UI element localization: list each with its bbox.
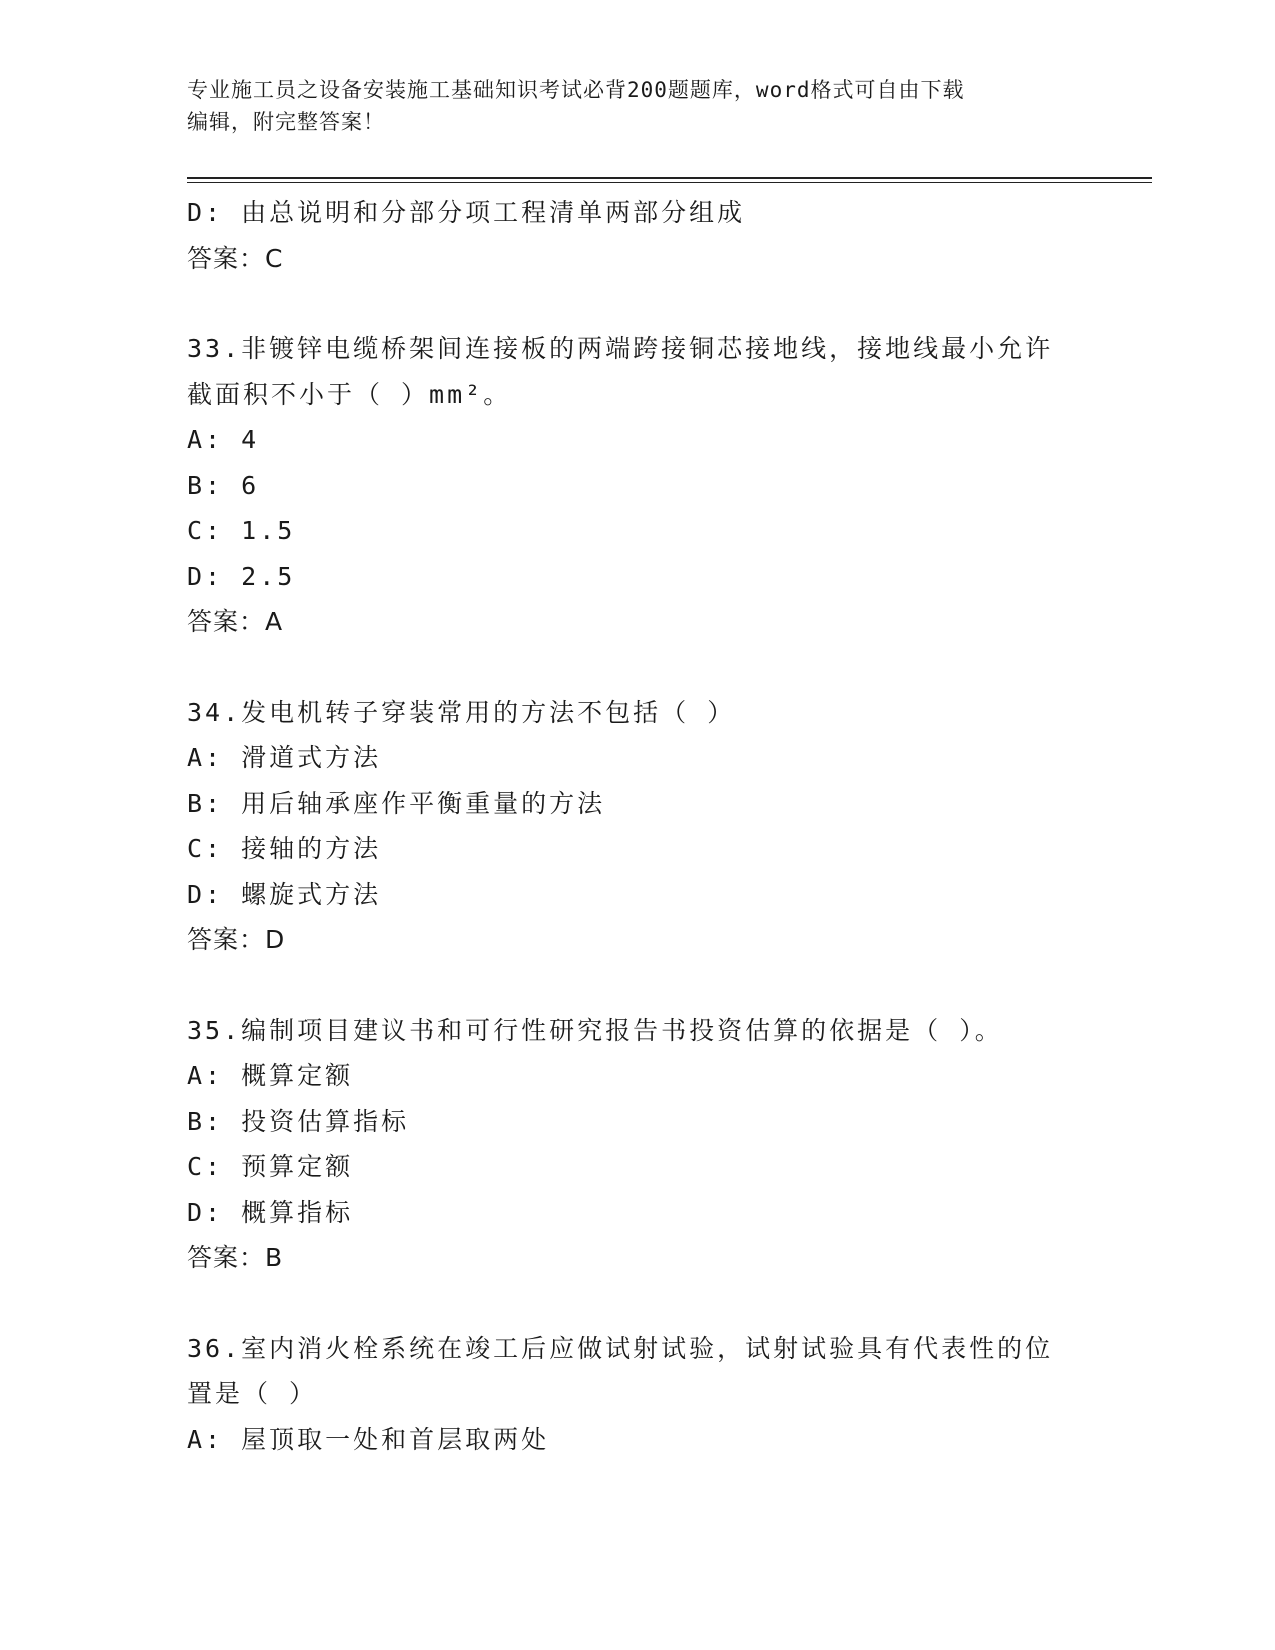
option-d: D: 由总说明和分部分项工程清单两部分组成 (187, 198, 746, 227)
document-body (187, 190, 1087, 1462)
answer: 答案：B (187, 1243, 284, 1272)
question-36 (187, 1326, 1087, 1463)
option-c: C: 接轴的方法 (187, 834, 382, 863)
answer: 答案：D (187, 925, 286, 954)
spacer (187, 1281, 1087, 1326)
answer: 答案：A (187, 607, 284, 636)
option-a: A: 4 (187, 425, 260, 454)
question-35 (187, 1008, 1087, 1281)
question-stem: 33.非镀锌电缆桥架间连接板的两端跨接铜芯接地线，接地线最小允许 (187, 334, 1054, 363)
question-32-tail (187, 190, 1087, 281)
question-stem: 34.发电机转子穿装常用的方法不包括（ ） (187, 697, 736, 727)
header-divider-thick (187, 177, 1152, 179)
document-header (187, 74, 1087, 138)
option-b: B: 6 (187, 470, 260, 500)
question-stem-continued: 置是（ ） (187, 1379, 318, 1408)
option-d: D: 螺旋式方法 (187, 879, 382, 909)
option-b: B: 用后轴承座作平衡重量的方法 (187, 788, 606, 818)
question-stem: 35.编制项目建议书和可行性研究报告书投资估算的依据是（ ）。 (187, 1015, 1003, 1045)
option-d: D: 2.5 (187, 561, 296, 591)
question-33 (187, 326, 1087, 645)
header-line-1: 专业施工员之设备安装施工基础知识考试必背200题题库，word格式可自由下载 (187, 78, 965, 102)
option-a: A: 滑道式方法 (187, 743, 382, 772)
option-a: A: 屋顶取一处和首层取两处 (187, 1424, 550, 1454)
answer: 答案：C (187, 243, 284, 273)
spacer (187, 281, 1087, 326)
spacer (187, 963, 1087, 1008)
option-a: A: 概算定额 (187, 1061, 354, 1090)
question-stem: 36.室内消火栓系统在竣工后应做试射试验，试射试验具有代表性的位 (187, 1333, 1054, 1363)
spacer (187, 645, 1087, 690)
question-stem-continued: 截面积不小于（ ）mm²。 (187, 379, 512, 409)
question-34 (187, 690, 1087, 963)
option-c: C: 1.5 (187, 516, 296, 545)
header-divider-thin (187, 182, 1152, 183)
option-d: D: 概算指标 (187, 1197, 354, 1227)
header-line-2: 编辑，附完整答案！ (187, 110, 385, 134)
option-c: C: 预算定额 (187, 1152, 354, 1181)
option-b: B: 投资估算指标 (187, 1106, 410, 1136)
